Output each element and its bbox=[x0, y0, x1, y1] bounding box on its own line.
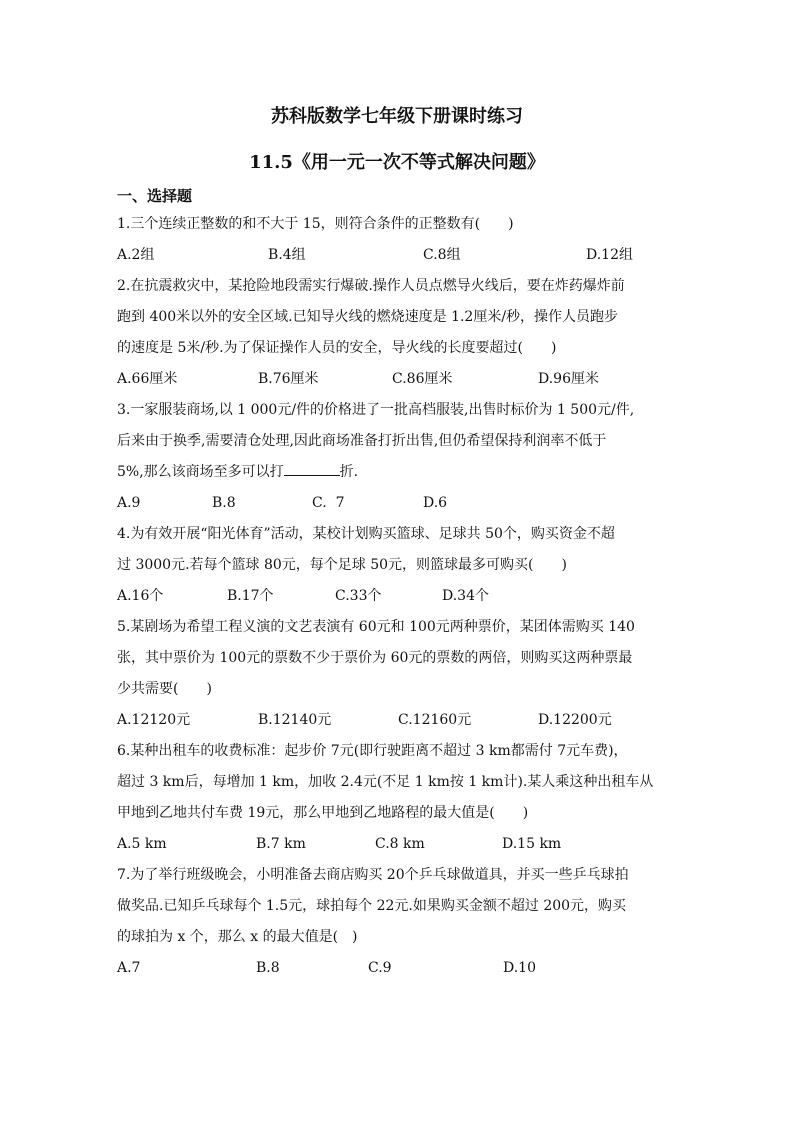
question-text-line: 甲地到乙地共付车费 19元，那么甲地到乙地路程的最大值是( ) bbox=[117, 805, 529, 821]
option-d: D.96厘米 bbox=[538, 371, 599, 387]
option-b: B.4组 bbox=[268, 247, 306, 263]
option-c: C.8组 bbox=[423, 247, 461, 263]
question-text-line: 张，其中票价为 100元的票数不少于票价为 60元的票数的两倍，则购买这两种票最 bbox=[117, 650, 633, 666]
option-b: B.8 bbox=[256, 960, 280, 976]
worksheet-page bbox=[117, 100, 677, 984]
question-text-line: 做奖品.已知乒乓球每个 1.5元，球拍每个 22元.如果购买金额不超过 200元，购买 bbox=[117, 898, 627, 914]
option-d: D.34个 bbox=[442, 588, 489, 604]
question-text-line: 的球拍为 x 个，那么 x 的最大值是( ) bbox=[117, 929, 358, 945]
option-a: A.2组 bbox=[117, 247, 155, 263]
option-c: C.9 bbox=[368, 960, 392, 976]
option-b: B.12140元 bbox=[258, 712, 332, 728]
question-text-line bbox=[117, 457, 677, 488]
options-row bbox=[117, 364, 677, 395]
question-text-line: 后来由于换季,需要清仓处理,因此商场准备打折出售,但仍希望保持利润率不低于 bbox=[117, 433, 607, 449]
question-5 bbox=[117, 612, 677, 736]
question-6 bbox=[117, 736, 677, 860]
question-text-line: 的速度是 5米/秒.为了保证操作人员的安全，导火线的长度要超过( ) bbox=[117, 340, 557, 356]
section-heading: 一、选择题 bbox=[117, 187, 193, 205]
options-row bbox=[117, 829, 677, 860]
question-text-line: 少共需要( ) bbox=[117, 681, 212, 697]
option-b: B.8 bbox=[212, 495, 236, 511]
options-row bbox=[117, 953, 677, 984]
options-row bbox=[117, 581, 677, 612]
question-text-line: 5.某剧场为希望工程义演的文艺表演有 60元和 100元两种票价，某团体需购买 140 bbox=[117, 619, 635, 635]
options-row bbox=[117, 240, 677, 271]
question-text-line: 1.三个连续正整数的和不大于 15，则符合条件的正整数有( ) bbox=[117, 216, 514, 232]
answer-blank bbox=[284, 461, 340, 476]
option-b: B.76厘米 bbox=[258, 371, 319, 387]
options-row bbox=[117, 488, 677, 519]
option-d: D.15 km bbox=[502, 836, 562, 852]
question-text-line: 2.在抗震救灾中，某抢险地段需实行爆破.操作人员点燃导火线后，要在炸药爆炸前 bbox=[117, 278, 625, 294]
option-a: A.66厘米 bbox=[117, 371, 178, 387]
option-c: C.12160元 bbox=[398, 712, 472, 728]
question-4 bbox=[117, 519, 677, 612]
question-text-line: 7.为了举行班级晚会，小明准备去商店购买 20个乒乓球做道具，并买一些乒乓球拍 bbox=[117, 867, 629, 883]
options-row bbox=[117, 705, 677, 736]
question-1 bbox=[117, 209, 677, 271]
option-d: D.10 bbox=[503, 960, 536, 976]
question-text-line: 6.某种出租车的收费标准：起步价 7元(即行驶距离不超过 3 km都需付 7元车费)， bbox=[117, 743, 628, 759]
option-d: D.6 bbox=[423, 495, 448, 511]
option-c: C.33个 bbox=[335, 588, 382, 604]
question-text-line: 超过 3 km后，每增加 1 km，加收 2.4元(不足 1 km按 1 km计).某人乘这种出租车从 bbox=[117, 774, 654, 790]
document-title: 苏科版数学七年级下册课时练习 bbox=[271, 106, 523, 127]
question-text-line: 3.一家服装商场,以 1 000元/件的价格进了一批高档服装,出售时标价为 1 500元/件, bbox=[117, 402, 635, 418]
option-a: A.9 bbox=[117, 495, 141, 511]
document-subtitle: 11.5《用一元一次不等式解决问题》 bbox=[249, 152, 545, 173]
option-c: C.8 km bbox=[375, 836, 425, 852]
option-a: A.16个 bbox=[117, 588, 164, 604]
option-b: B.17个 bbox=[227, 588, 274, 604]
question-text-line: 跑到 400米以外的安全区域.已知导火线的燃烧速度是 1.2厘米/秒，操作人员跑步 bbox=[117, 309, 619, 325]
question-text-line: 4.为有效开展“阳光体育”活动，某校计划购买篮球、足球共 50个，购买资金不超 bbox=[117, 526, 615, 542]
option-c: C.86厘米 bbox=[392, 371, 453, 387]
question-7 bbox=[117, 860, 677, 984]
option-a: A.7 bbox=[117, 960, 141, 976]
question-2 bbox=[117, 271, 677, 395]
question-text-line: 过 3000元.若每个篮球 80元，每个足球 50元，则篮球最多可购买( ) bbox=[117, 557, 567, 573]
option-b: B.7 km bbox=[256, 836, 306, 852]
option-a: A.12120元 bbox=[117, 712, 191, 728]
option-c: C. 7 bbox=[312, 495, 345, 511]
question-text-fragment: 5%,那么该商场至多可以打 bbox=[117, 464, 284, 480]
option-d: D.12200元 bbox=[538, 712, 612, 728]
option-d: D.12组 bbox=[586, 247, 633, 263]
question-text-fragment: 折. bbox=[339, 464, 359, 480]
option-a: A.5 km bbox=[117, 836, 167, 852]
question-3 bbox=[117, 395, 677, 519]
